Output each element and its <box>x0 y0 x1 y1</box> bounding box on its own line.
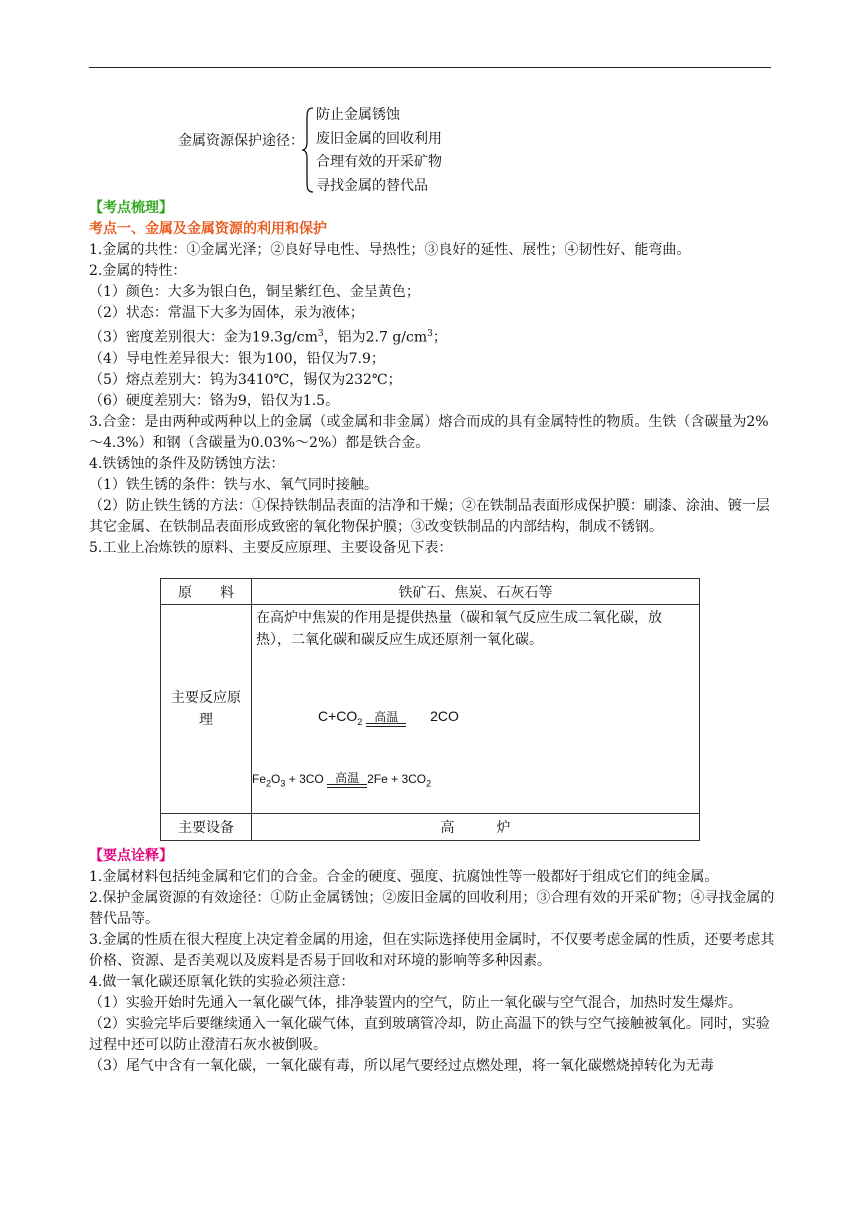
eq-part: 2Fe + 3CO <box>367 772 427 786</box>
eq-part: 2CO <box>430 708 459 724</box>
paragraph: （1）颜色：大多为银白色，铜呈紫红色、金呈黄色； <box>89 284 420 300</box>
eq-part: + 3CO <box>285 772 324 786</box>
condition-text: 高温 <box>374 709 399 724</box>
brace-item: 废旧金属的回收利用 <box>316 130 442 147</box>
paragraph: （5）熔点差别大：钨为3410℃，锡仅为232℃； <box>89 371 402 388</box>
curly-brace-icon <box>301 106 315 194</box>
main-content <box>89 196 779 559</box>
table-cell: 原 料 <box>161 579 252 605</box>
paragraph: 3.金属的性质在很大程度上决定着金属的用途，但在实际选择使用金属时，不仅要考虑金属的性质，还要考虑其价格、资源、是否美观以及废料是否易于回收和对环境的影响等多种因素。 <box>89 932 775 969</box>
subscript: 2 <box>357 716 363 727</box>
paragraph: 1.金属材料包括纯金属和它们的合金。合金的硬度、强度、抗腐蚀性等一般都好于组成它们的纯金属。 <box>89 869 719 885</box>
reaction-condition <box>366 711 406 727</box>
table-cell: 铁矿石、焦炭、石灰石等 <box>252 579 700 605</box>
text-span: ，铝为2.7 g/cm <box>323 329 428 346</box>
paragraph: （2）实验完毕后要继续通入一氧化碳气体，直到玻璃管冷却，防止高温下的铁与空气接触被氧化。同时，实验过程中还可以防止澄清石灰水被倒吸。 <box>89 1016 770 1053</box>
table-row <box>161 579 700 605</box>
header-rule <box>89 67 771 68</box>
eq-part: O <box>271 772 281 786</box>
paragraph: （4）导电性差异很大：银为100，铅仅为7.9； <box>89 350 385 367</box>
reaction-condition <box>327 772 367 788</box>
condition-text: 高温 <box>335 771 360 786</box>
table-cell <box>161 605 252 814</box>
density-line <box>89 324 779 349</box>
paragraph: 2.金属的特性： <box>89 263 187 279</box>
superscript: 3 <box>427 329 433 339</box>
brace-item: 合理有效的开采矿物 <box>316 154 442 170</box>
protection-brace-block <box>178 104 498 196</box>
subscript: 2 <box>426 778 432 789</box>
paragraph: （1）铁生锈的条件：铁与水、氧气同时接触。 <box>89 476 378 493</box>
paragraph: 5.工业上冶炼铁的原料、主要反应原理、主要设备见下表： <box>89 539 453 556</box>
paragraph: （6）硬度差别大：铬为9，铅仅为1.5。 <box>89 392 340 409</box>
cell-text: 在高炉中焦炭的作用是提供热量（碳和氧气反应生成二氧化碳，放热），二氧化碳和碳反应生成还原剂一氧化碳。 <box>256 610 662 648</box>
cell-label: 主要反应原理 <box>171 690 241 728</box>
paragraph: 3.合金：是由两种或两种以上的金属（或金属和非金属）熔合而成的具有金属特性的物质。生铁（含碳量为2%～4.3%）和钢（含碳量为0.03%～2%）都是铁合金。 <box>89 413 769 451</box>
subscript: 2 <box>266 778 272 789</box>
key-points-block <box>89 846 779 1077</box>
equation <box>252 772 431 788</box>
key-points-title: 【要点诠释】 <box>89 848 173 864</box>
paragraph: 1.金属的共性：①金属光泽；②良好导电性、导热性；③良好的延性、展性；④韧性好、能弯曲。 <box>89 242 691 258</box>
paragraph: （1）实验开始时先通入一氧化碳气体，排净装置内的空气，防止一氧化碳与空气混合，加热时发生爆炸。 <box>89 995 742 1011</box>
brace-label: 金属资源保护途径： <box>178 133 304 149</box>
eq-part: C+CO <box>318 708 358 724</box>
paragraph: （3）尾气中含有一氧化碳，一氧化碳有毒，所以尾气要经过点燃处理，将一氧化碳燃烧掉转化为无毒 <box>89 1058 714 1074</box>
paragraph: 4.铁锈蚀的条件及防锈蚀方法： <box>89 455 285 472</box>
brace-items <box>316 104 442 198</box>
equation <box>318 708 459 727</box>
brace-item: 防止金属锈蚀 <box>316 107 400 123</box>
table-row <box>161 605 700 814</box>
table-cell <box>252 605 700 814</box>
subscript: 3 <box>280 778 286 789</box>
paragraph: （2）状态：常温下大多为固体，汞为液体； <box>89 305 364 321</box>
superscript: 3 <box>317 329 324 339</box>
iron-smelting-table <box>160 578 700 841</box>
brace-item: 寻找金属的替代品 <box>316 177 428 194</box>
text-span: ； <box>432 329 447 346</box>
eq-part: Fe <box>252 772 267 786</box>
table-cell: 高 炉 <box>252 814 700 841</box>
paragraph: 4.做一氧化碳还原氧化铁的实验必须注意： <box>89 974 355 990</box>
section-title: 【考点梳理】 <box>89 200 173 216</box>
table-cell: 主要设备 <box>161 814 252 841</box>
table-row <box>161 814 700 841</box>
kaodian-heading: 考点一、金属及金属资源的利用和保护 <box>89 221 327 237</box>
text-span: （3）密度差别很大：金为19.3g/cm <box>89 329 318 346</box>
paragraph: （2）防止铁生锈的方法：①保持铁制品表面的洁净和干燥；②在铁制品表面形成保护膜：刷漆、涂油、镀一层其它金属、在铁制品表面形成致密的氧化物保护膜；③改变铁制品的内部结构，制成不锈钢。 <box>89 497 770 535</box>
paragraph: 2.保护金属资源的有效途径：①防止金属锈蚀；②废旧金属的回收利用；③合理有效的开采矿物；④寻找金属的替代品等。 <box>89 890 775 927</box>
